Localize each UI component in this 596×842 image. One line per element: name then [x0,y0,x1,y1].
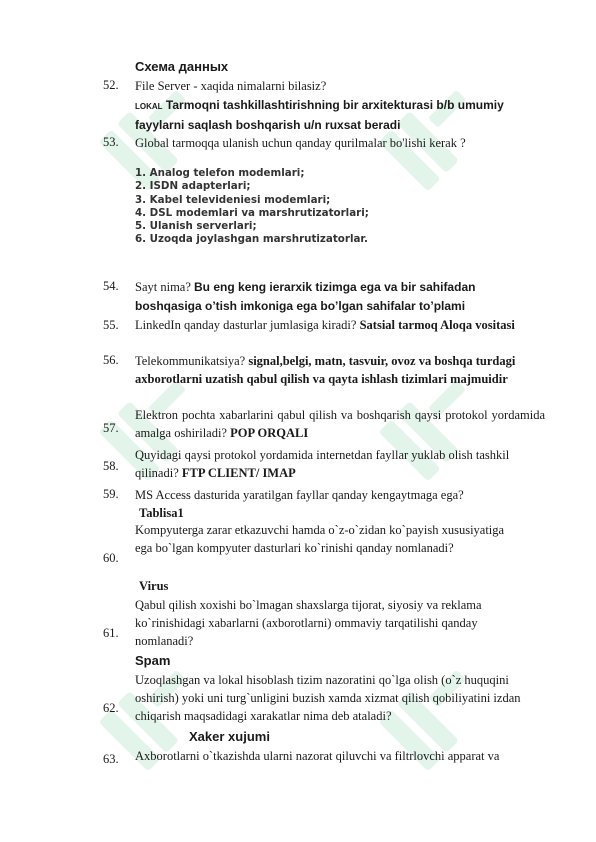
question-text: Axborotlarni o`tkazishda ularni nazorat qiluvchi va filtrlovchi apparat va [135,749,500,763]
answer-text: signal,belgi, matn, tasvuir, ovoz va boshqa turdagi axborotlarni uzatish qabul qilish va qayta ishlash tizimlari majmuidir [135,354,516,386]
question-number: 53. [103,135,119,149]
question-text: Uzoqlashgan va lokal hisoblash tizim nazoratini qo`lga olish (o`z huquqini oshirish) yoki uni turg`unligini buzish xamda xizmat qilish qobiliyatini izdan chiqarish maqsadidagi xarakatlar nima deb ataladi? [135,673,521,723]
answer-text [135,96,545,135]
list-item: 4. DSL modemlari va marshrutizatorlari; [135,206,369,219]
answer-text: Bu eng keng ierarxik tizimga ega va bir sahifadan boshqasiga o’tish imkoniga ega bo’lgan sahifalar to’plami [135,280,476,313]
answer-text: Xaker xujumi [189,729,270,744]
question-text: Telekommunikatsiya? [135,354,246,368]
answer-text: Spam [135,653,171,668]
question-number: 57. [103,421,119,435]
page-title: Схема данных [135,59,229,74]
question-block [135,446,545,482]
question-text: Qabul qilish xoxishi bo`lmagan shaxslarga tijorat, siyosiy va reklama ko`rinishidagi xabarlarni (axborotlarni) ommaviy tarqatilishi qanday nomlanadi? [135,598,482,648]
answer-text: POP ORQALI [230,426,309,440]
question-number: 58. [103,459,119,473]
question-text: Kompyuterga zarar etkazuvchi hamda o`z-o`zidan ko`payish xususiyatiga ega bo`lgan kompyuter dasturlari ko`rinishi qanday nomlanadi? [135,523,505,555]
question-text: Elektron pochta xabarlarini qabul qilish va boshqarish qaysi protokol yordamida amalga oshiriladi? [135,408,545,440]
question-number: 54. [103,279,119,293]
question-number: 63. [103,752,119,766]
device-list [135,167,545,247]
answer-text: Tablisa1 [139,506,184,520]
question-text: File Server - xaqida nimalarni bilasiz? [135,79,327,93]
question-text: Global tarmoqqa ulanish uchun qanday qurilmalar bo'lishi kerak ? [135,136,466,150]
question-block [135,316,545,334]
question-text: LinkedIn qanday dasturlar jumlasiga kiradi? [135,318,357,332]
list-item: 3. Kabel televideniesi modemlari; [135,193,331,206]
list-item: 2. ISDN adapterlari; [135,180,251,193]
answer-body: Tarmoqni tashkillashtirishning bir arxitekturasi b/b umumiy fayylarni saqlash boshqarish u/n ruxsat beradi [135,98,504,132]
answer-text: Virus [139,579,169,593]
list-item: 6. Uzoqda joylashgan marshrutizatorlar. [135,233,368,246]
question-number: 56. [103,353,119,367]
answer-text: Satsial tarmoq Aloqa vositasi [359,318,515,332]
question-block [135,278,545,316]
question-number: 52. [103,78,119,92]
question-text: Quyidagi qaysi protokol yordamida internetdan fayllar yuklab olish tashkil qilinadi? [135,448,510,480]
answer-prefix: LOKAL [135,102,163,111]
question-block [135,406,545,442]
question-text: Sayt nima? [135,280,191,294]
list-item: 5. Ulanish serverlari; [135,220,257,233]
question-number: 62. [103,701,119,715]
list-item: 1. Analog telefon modemlari; [135,167,305,179]
question-block [135,352,545,388]
question-number: 60. [103,551,119,565]
question-number: 59. [103,487,119,501]
question-number: 55. [103,318,119,332]
question-text: MS Access dasturida yaratilgan fayllar qanday kengaytmaga ega? [135,488,464,502]
question-number: 61. [103,626,119,640]
answer-text: FTP CLIENT/ IMAP [181,466,296,480]
